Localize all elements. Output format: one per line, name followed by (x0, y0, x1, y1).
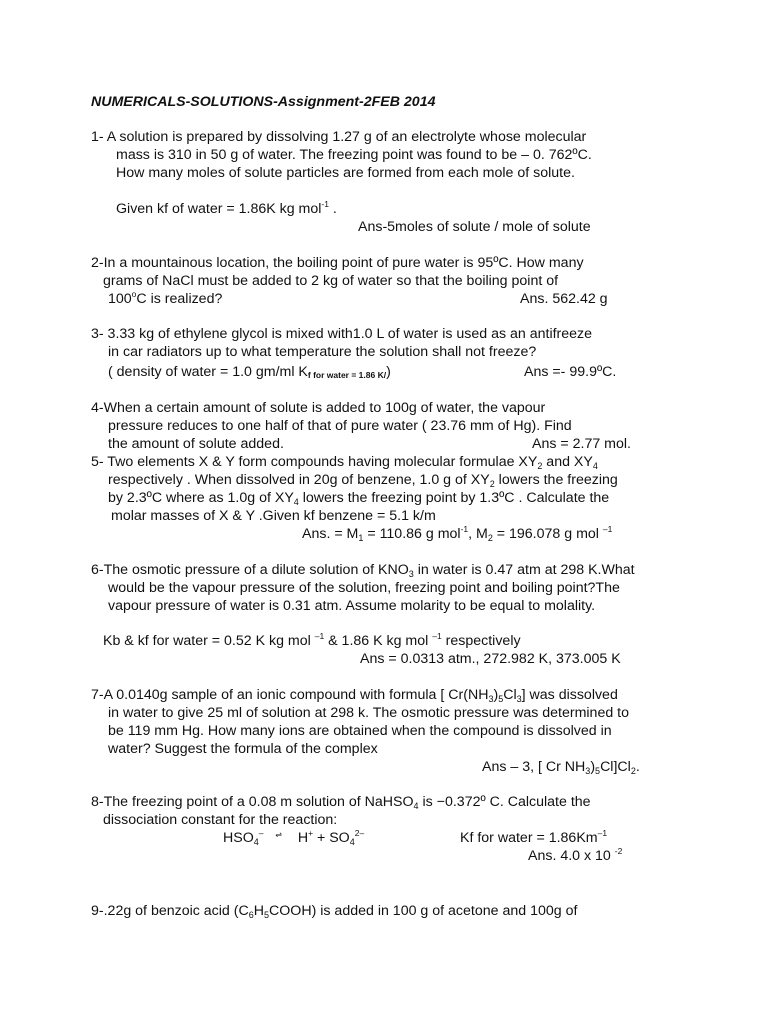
q2-line-3: 100$^o$C is realized? (108, 289, 223, 307)
q1-answer: Ans-5moles of solute / mole of solute (358, 219, 591, 235)
q6-line-1: 6-The osmotic pressure of a dilute solution of $KNO_3$ in water is 0.47 atm at 298 K.What (91, 562, 635, 579)
q2-answer: Ans. 562.42 g (520, 291, 608, 307)
q4-line-2: pressure reduces to one half of that of pure water ( 23.76 mm of Hg). Find (108, 418, 572, 434)
q7-line-4: water? Suggest the formula of the complex (108, 741, 378, 757)
q4-line-1: 4-When a certain amount of solute is added to 100g of water, the vapour (91, 400, 546, 416)
q9-line-1: 9-.22g of benzoic acid $(C_6H_5COOH)$ is added in 100 g of acetone and 100g of (91, 903, 578, 920)
q3-line-3: ( density of water = 1.0 gm/ml Kf for water = 1.86 K/) (108, 364, 391, 380)
q7-line-1: 7-A 0.0140g sample of an ionic compound with formula [ $Cr(NH_3)_5Cl_3$] was dissolved (91, 687, 618, 704)
q2-line-2: grams of NaCl must be added to 2 kg of water so that the boiling point of (103, 273, 559, 289)
q8-reaction: $HSO_4^-$ ⇌ $H^+ + SO_4^{2-}$ (223, 828, 365, 847)
q6-line-4: Kb & kf for water = 0.52 K kg mol $^{-1}$ & 1.86 K kg mol $^{-1}$ respectively (103, 631, 521, 649)
q8-answer: Ans. 4.0 x 10 $^{-2}$ (528, 846, 623, 864)
q7-answer: Ans – 3, [ Cr $NH_3)_5Cl]Cl_2$. (482, 759, 640, 776)
q3-line-2: in car radiators up to what temperature the solution shall not freeze? (108, 344, 537, 360)
q3-line-1: 3- 3.33 kg of ethylene glycol is mixed with1.0 L of water is used as an antifreeze (91, 326, 593, 342)
q5-answer: Ans. = $M_1 = 110.86$ g mol$^{-1}$, $M_2 = 196.078$ g mol $^{-1}$ (302, 524, 613, 543)
q5-line-2: respectively . When dissolved in 20g of benzene, 1.0 g of $XY_2$ lowers the freezing (108, 472, 618, 489)
q1-given: Given kf of water = 1.86K kg mol$^{-1}$ . (116, 199, 337, 217)
q5-line-3: by 2.3ºC where as 1.0g of $XY_4$ lowers the freezing point by 1.3ºC . Calculate the (108, 490, 610, 507)
q3-answer: Ans =- 99.9ºC. (524, 364, 617, 380)
q5-line-4: molar masses of X & Y .Given kf benzene = 5.1 k/m (111, 508, 436, 524)
q7-line-3: be 119 mm Hg. How many ions are obtained when the compound is dissolved in (108, 723, 612, 739)
q8-line-1: 8-The freezing point of a 0.08 m solution of NaHSO$_4$ is −0.372º C. Calculate the (91, 794, 591, 811)
q1-line-2: mass is 310 in 50 g of water. The freezing point was found to be – 0. 762ºC. (116, 147, 592, 163)
q1-line-3: How many moles of solute particles are formed from each mole of solute. (116, 165, 575, 181)
equilibrium-arrow-icon: ⇌ (275, 830, 283, 839)
q4-answer: Ans = 2.77 mol. (532, 436, 631, 452)
q2-line-1: 2-In a mountainous location, the boiling point of pure water is 95ºC. How many (91, 255, 584, 271)
q6-line-3: vapour pressure of water is 0.31 atm. Assume molarity to be equal to molality. (108, 598, 596, 614)
q5-line-1: 5- Two elements X & Y form compounds having molecular formulae $XY_2$ and $XY_4$ (91, 454, 598, 471)
q6-answer: Ans = 0.0313 atm., 272.982 K, 373.005 K (360, 651, 621, 667)
q8-kf: Kf for water = $1.86Km^{-1}$ (460, 828, 608, 846)
q1-line-1: 1- A solution is prepared by dissolving 1.27 g of an electrolyte whose molecular (91, 129, 587, 145)
q7-line-2: in water to give 25 ml of solution at 298 k. The osmotic pressure was determined to (108, 705, 629, 721)
q8-line-2: dissociation constant for the reaction: (103, 812, 338, 828)
q6-line-2: would be the vapour pressure of the solution, freezing point and boiling point?The (108, 580, 620, 596)
q4-line-3: the amount of solute added. (108, 436, 284, 452)
page-title: NUMERICALS-SOLUTIONS-Assignment-2FEB 2014 (91, 94, 436, 110)
